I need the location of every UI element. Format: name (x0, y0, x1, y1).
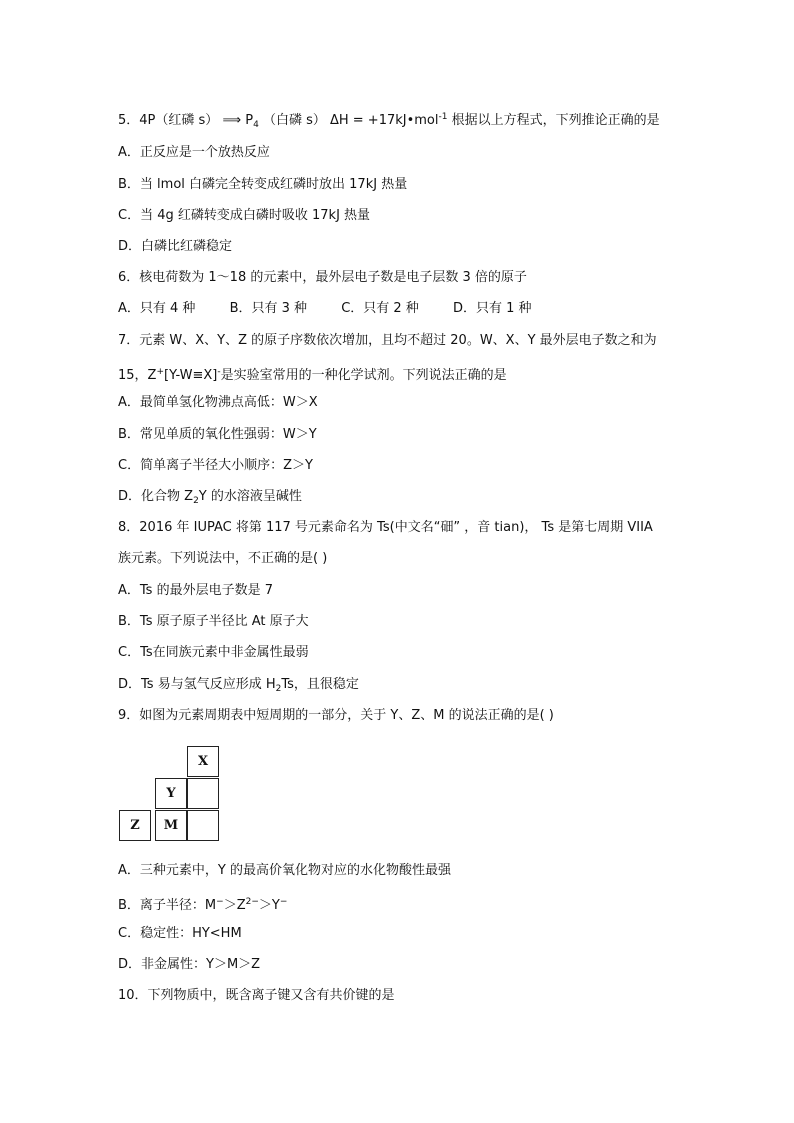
q9-option-b-s2: 2− (245, 897, 259, 907)
q5-product-subscript: 4 (253, 120, 259, 130)
q9-option-c: C．稳定性：HY<HM (118, 926, 242, 941)
q5-option-a: A．正反应是一个放热反应 (118, 145, 270, 160)
q8-option-b: B．Ts 原子原子半径比 At 原子大 (118, 614, 309, 629)
cell-z: Z (119, 810, 151, 841)
q8-option-d-a: D．Ts 易与氢气反应形成 H (118, 677, 276, 692)
q9-option-d: D．非金属性：Y＞M＞Z (118, 957, 261, 972)
q9-option-b (118, 893, 287, 911)
q9-option-b-s3: − (279, 897, 288, 907)
q8-option-d-sub: 2 (275, 684, 282, 694)
q10-stem: 10．下列物质中，既含离子键又含有共价键的是 (118, 988, 395, 1003)
q8-option-d-b: Ts，且很稳定 (281, 677, 359, 692)
q6-option-c: C．只有 2 种 (341, 301, 419, 316)
q7-stem2-sup1: + (156, 367, 164, 377)
q9-stem: 9．如图为元素周期表中短周期的一部分，关于 Y、Z、M 的说法正确的是( ) (118, 708, 554, 723)
q8-stem-line1: 8．2016 年 IUPAC 将第 117 号元素命名为 Ts(中文名“鿬” ，音 tian)， Ts 是第七周期 VIIA (118, 520, 653, 535)
q5-option-d: D．白磷比红磷稳定 (118, 239, 233, 254)
q6-option-b: B．只有 3 种 (229, 301, 308, 316)
q8-option-c: C．Ts在同族元素中非金属性最弱 (118, 645, 309, 660)
q7-stem-line2 (118, 363, 507, 381)
q7-option-b: B．常见单质的氧化性强弱：W＞Y (118, 427, 317, 442)
equilibrium-arrow-icon: ⟹ (222, 113, 242, 128)
q8-stem-line2: 族元素。下列说法中，不正确的是( ) (118, 551, 328, 566)
q7-option-d-b: Y 的水溶液呈碱性 (198, 489, 302, 504)
q9-option-a: A．三种元素中，Y 的最高价氧化物对应的水化物酸性最强 (118, 863, 451, 878)
q5-stem-prefix: 5．4P（红磷 s） (118, 113, 219, 128)
q5-option-b: B．当 lmol 白磷完全转变成红磷时放出 17kJ 热量 (118, 177, 408, 192)
q8-option-a: A．Ts 的最外层电子数是 7 (118, 583, 273, 598)
q7-stem-line1: 7．元素 W、X、Y、Z 的原子序数依次增加，且均不超过 20。W、X、Y 最外层电子数之和为 (118, 333, 657, 348)
q6-option-d: D．只有 1 种 (452, 301, 532, 316)
cell-x: X (187, 746, 219, 777)
cell-empty-2 (187, 810, 219, 841)
q8-option-d (118, 676, 359, 694)
q5-stem (118, 108, 660, 130)
cell-m: M (155, 810, 187, 841)
q7-stem2-c: 是实验室常用的一种化学试剂。下列说法正确的是 (220, 368, 507, 383)
q6-option-a: A．只有 4 种 (118, 301, 196, 316)
cell-empty-1 (187, 778, 219, 809)
cell-y: Y (155, 778, 187, 809)
q7-stem2-a: 15，Z (118, 368, 157, 383)
q6-stem: 6．核电荷数为 1～18 的元素中，最外层电子数是电子层数 3 倍的原子 (118, 270, 527, 285)
q6-options (118, 300, 532, 318)
q9-option-b-s1: − (216, 897, 224, 907)
q9-option-b-a: B．离子半径：M (118, 898, 217, 913)
q7-option-d-sub: 2 (193, 496, 199, 506)
q5-stem-suffix: 根据以上方程式，下列推论正确的是 (451, 113, 660, 128)
q9-option-b-c: ＞Y (258, 898, 280, 913)
q7-option-d (118, 488, 302, 506)
q5-unit-superscript: -1 (438, 112, 448, 122)
q5-product: P (245, 113, 254, 128)
q7-option-d-a: D．化合物 Z (118, 489, 194, 504)
q7-stem2-b: [Y-W≡X] (164, 368, 218, 383)
q9-option-b-b: ＞Z (223, 898, 246, 913)
q7-option-a: A．最简单氢化物沸点高低：W＞X (118, 395, 318, 410)
q5-stem-mid: （白磷 s） ΔH = +17kJ•mol (262, 113, 439, 128)
q7-stem2-sup2: - (217, 367, 221, 377)
q5-option-c: C．当 4g 红磷转变成白磷时吸收 17kJ 热量 (118, 208, 371, 223)
q7-option-c: C．简单离子半径大小顺序：Z＞Y (118, 458, 313, 473)
